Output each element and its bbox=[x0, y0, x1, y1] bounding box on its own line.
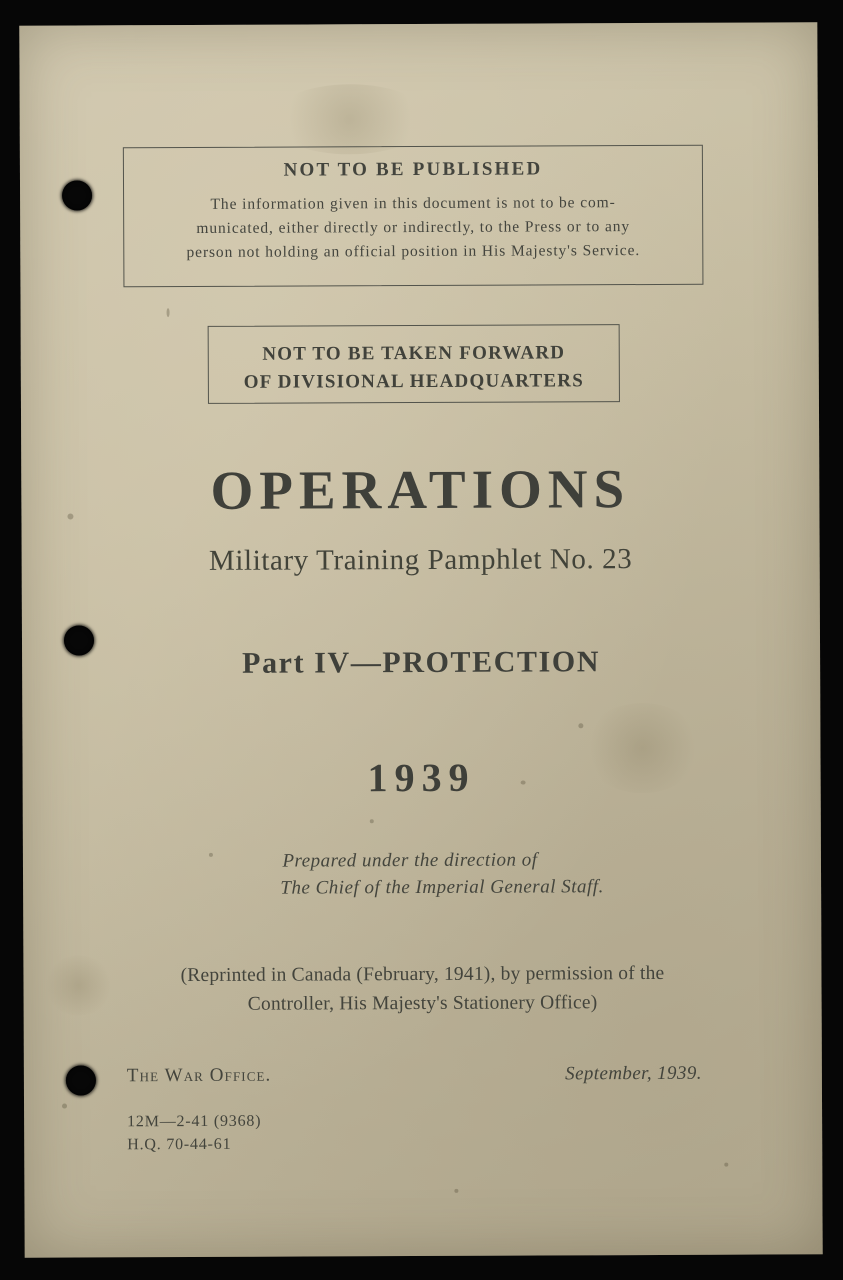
print-code-1: 12M—2-41 (9368) bbox=[127, 1112, 262, 1131]
prepared-line-2: The Chief of the Imperial General Staff. bbox=[280, 876, 604, 899]
part-title: Part IV—PROTECTION bbox=[242, 645, 601, 680]
prepared-statement bbox=[23, 848, 821, 900]
punch-hole-bottom bbox=[66, 1065, 96, 1095]
reprint-line-1: (Reprinted in Canada (February, 1941), by permission of the bbox=[180, 962, 665, 987]
prepared-line-1: Prepared under the direction of bbox=[282, 849, 538, 872]
print-codes bbox=[127, 1110, 261, 1157]
page-subtitle: Military Training Pamphlet No. 23 bbox=[208, 543, 633, 577]
notice-line-2: municated, either directly or indirectly, to the Press or to any bbox=[196, 218, 631, 237]
notice-title: NOT TO BE PUBLISHED bbox=[283, 158, 543, 181]
reprint-line-2: Controller, His Majesty's Stationery Office) bbox=[247, 992, 598, 1016]
publisher-label: The War Office. bbox=[126, 1064, 272, 1087]
forward-line-2: OF DIVISIONAL HEADQUARTERS bbox=[243, 369, 585, 393]
notice-line-1: The information given in this document is not to be com- bbox=[210, 194, 616, 213]
forward-line-1: NOT TO BE TAKEN FORWARD bbox=[262, 342, 566, 365]
punch-hole-middle bbox=[64, 625, 94, 655]
publication-date: September, 1939. bbox=[565, 1062, 702, 1085]
pamphlet-cover-page bbox=[19, 22, 822, 1257]
not-to-be-taken-forward-box bbox=[208, 324, 620, 404]
punch-hole-top bbox=[62, 180, 92, 210]
year-label: 1939 bbox=[367, 754, 476, 801]
reprint-note bbox=[23, 958, 821, 1020]
notice-line-3: person not holding an official position in His Majesty's Service. bbox=[186, 242, 641, 262]
not-to-be-published-box bbox=[123, 145, 704, 288]
page-title: OPERATIONS bbox=[210, 458, 631, 521]
print-code-2: H.Q. 70-44-61 bbox=[127, 1136, 232, 1154]
